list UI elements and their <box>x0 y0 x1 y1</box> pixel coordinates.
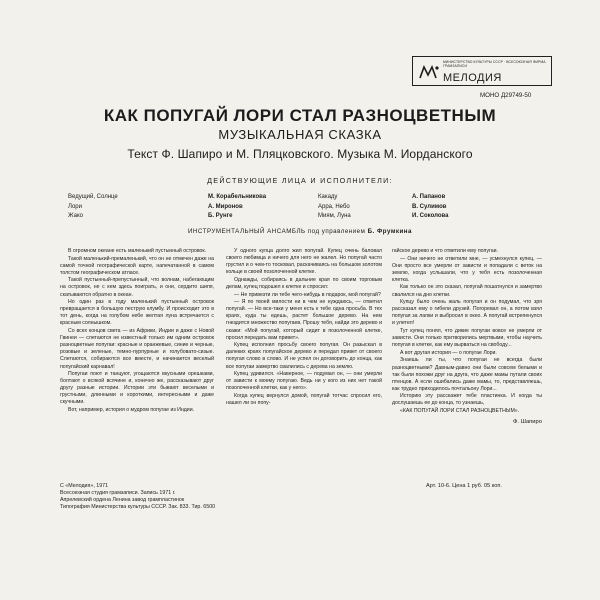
cast-role: Лори <box>68 203 82 210</box>
ensemble-text: ИНСТРУМЕНТАЛЬНЫЙ АНСАМБЛЬ под управлением <box>187 228 366 235</box>
cast-list-left <box>68 194 298 223</box>
cast-actor: И. Соколова <box>412 213 449 219</box>
catalog-number: МОНО Д29749-50 <box>480 92 532 99</box>
signature: Ф. Шапиро <box>513 419 542 426</box>
paragraph: Купец удивился. «Наверное, — подумал он, — они умерли от зависти к моему попугаю. Ведь ни у кого из них нет такой позолоченной клетки, как у него». <box>226 371 382 392</box>
paragraph: Такой пустынный-препустынный, что волнам, набегающим на островок, не с кем здесь поиграть, и они, сердито шипя, скатываются обратно в океан. <box>60 277 214 298</box>
story-column-1 <box>60 248 214 415</box>
record-title: КАК ПОПУГАЙ ЛОРИ СТАЛ РАЗНОЦВЕТНЫМ <box>103 106 497 125</box>
paragraph: Такой маленький-премаленький, что он не отмечен даже на самой точной географической карте, напечатанной в самом толстом географическом атласе. <box>60 255 214 276</box>
cast-actor: М. Корабельникова <box>208 194 267 200</box>
paragraph: Купцу было очень жаль попугая и он подумал, что зря рассказал ему о гибели друзей. Погоревал он, а потом взял попугая за лапки и выбросил в окно. А попугай встрепенулся и улетел! <box>392 299 542 327</box>
ensemble-conductor: Б. Фрумкина <box>367 228 412 235</box>
cast-role: Арра, Небо <box>318 203 350 210</box>
paragraph: У одного купца долго жил попугай. Купец очень баловал своего любимца и ничего для него не жалел. Но попугай часто грустил и о чем-то тосковал, раскачиваясь на большом золотом кольце в своей позолоченной клетке. <box>226 248 382 276</box>
melodiya-logo-icon <box>418 63 440 81</box>
paragraph: А вот другая история — о попугае Лори. <box>400 349 497 356</box>
cast-row <box>68 204 298 214</box>
cast-role: Миям, Луна <box>318 213 351 219</box>
imprint-line: Всесоюзная студия грамзаписи. Запись 1971 г. <box>60 490 176 497</box>
imprint-line: С «Мелодия», 1971 <box>60 483 109 489</box>
paragraph: Со всех концов света — из Африки, Индии и даже с Новой Гвинеи — слетаются не известный только им одним островок разноцветные попугаи: красные и оранжевые, синие и черные, розовые и зеленые, темно-пурпурные и голубовато-сизые. Слетаются, собираются все вместе, и начинается веселый попугайский карнавал! <box>60 328 214 370</box>
story-column-3 <box>392 248 542 426</box>
price-line: Арт. 10-6. Цена 1 руб. 05 коп. <box>426 483 502 489</box>
paragraph: — Я по твоей милости ни в чем не нуждаюсь, — ответил попугай. — Но все-таки у меня есть к тебе одна просьба. В тех краях, куда ты едешь, растет большое дерево. На нем гнездится множество попугаев. Прошу тебя, найди это дерево и скажи: «Мой попугай, который сидит в позолоченной клетке, просил передать вам привет». <box>226 299 382 341</box>
paragraph: Как только он это сказал, попугай пошатнулся и замертво свалился на дно клетки. <box>392 284 542 298</box>
paragraph: Но один раз в году маленький пустынный островок превращается в большую пеструю клумбу. И происходит это в тот день, когда на голубом небе желтая луна встречается с красным солнышком. <box>60 299 214 327</box>
paragraph: Знаешь ли ты, что попугаи не всегда были разноцветными? Давным-давно они были совсем белыми и так были похожи друг на друга, что даже мамы путали своих птенцов. А если ошибались даже мамы, то, представляешь, как трудно приходилось почтальону Лори... <box>392 357 542 392</box>
cast-actor: А. Папанов <box>412 194 446 200</box>
label-ministry: МИНИСТЕРСТВО КУЛЬТУРЫ СССР · ВСЕСОЮЗНАЯ ФИРМА ГРАМЗАПИСИ <box>443 60 546 68</box>
cast-row <box>318 194 538 204</box>
cast-list-right <box>318 194 538 223</box>
cast-row <box>68 194 298 204</box>
label-brand: МЕЛОДИЯ <box>443 72 502 84</box>
paragraph: «КАК ПОПУГАЙ ЛОРИ СТАЛ РАЗНОЦВЕТНЫМ». <box>400 408 520 415</box>
cast-role: Ведущий, Солнце <box>68 194 118 200</box>
paragraph: Попугаи поют и танцуют, угощаются вкусными орешками, болтают о всякой всячине и, конечно же, рассказывают друг другу разные истории. Истории эти бывают веселыми и грустными, длинными и короткими, интересными и даже скучными. <box>60 371 214 406</box>
imprint <box>60 483 260 511</box>
paragraph: — Они ничего не ответили мне, — усмехнулся купец. — Они просто все умерли от зависти и попадали с веток на землю, когда услышали, что у тебя есть позолоченная клетка. <box>392 255 542 283</box>
paragraph: — Не привезти ли тебе чего-нибудь в подарок, мой попугай? <box>234 291 381 298</box>
cast-row <box>318 204 538 214</box>
paragraph: Историю эту расскажет тебе пластинка. И когда ты дослушаешь ее до конца, то узнаешь, <box>392 393 542 407</box>
cast-actor: В. Сулимов <box>412 203 447 210</box>
label-box <box>412 56 552 86</box>
story-column-2 <box>226 248 382 408</box>
cast-heading: ДЕЙСТВУЮЩИЕ ЛИЦА И ИСПОЛНИТЕЛИ: <box>207 176 393 185</box>
cast-role: Какаду <box>318 194 338 200</box>
paragraph: Вот, например, история о мудром попугае из Индии. <box>68 407 195 414</box>
cast-actor: Б. Рунге <box>208 213 233 219</box>
record-subtitle: МУЗЫКАЛЬНАЯ СКАЗКА <box>218 127 382 142</box>
paragraph: Купец исполнил просьбу своего попугая. Он разыскал в далеких краях попугайское дерево и передал привет от своего попугая слово в слово. И не успел он договорить до конца, как все попугаи замертво свалились с дерева на землю. <box>226 342 382 370</box>
cast-role: Жако <box>68 213 83 219</box>
cast-actor: А. Миронов <box>208 203 243 210</box>
paragraph: Тут купец понял, что дикие попугаи вовсе не умерли от зависти. Они только притворились мертвыми, чтобы научить попугая в клетке, как ему вырваться на свободу... <box>392 328 542 349</box>
paragraph: В огромном океане есть маленький пустынный островок. <box>68 248 207 254</box>
paragraph: гайское дерево и что ответили ему попугаи. <box>392 248 498 254</box>
paragraph: Когда купец вернулся домой, попугай тотчас спросил его, нашел ли он попу- <box>226 392 382 406</box>
melodiya-label <box>412 56 552 86</box>
imprint-line: Типография Министерства культуры СССР. Зак. 833. Тир. 6500 <box>60 504 216 511</box>
cast-row <box>68 213 298 223</box>
record-authors: Текст Ф. Шапиро и М. Пляцковского. Музыка М. Иорданского <box>127 147 473 161</box>
ensemble-credit <box>0 228 600 235</box>
cast-row <box>318 213 538 223</box>
imprint-line: Апрелевский ордена Ленина завод грампластинок <box>60 497 185 504</box>
paragraph: Однажды, собираясь в дальние края по своим торговым делам, купец подошел к клетке и спросил: <box>226 276 382 290</box>
